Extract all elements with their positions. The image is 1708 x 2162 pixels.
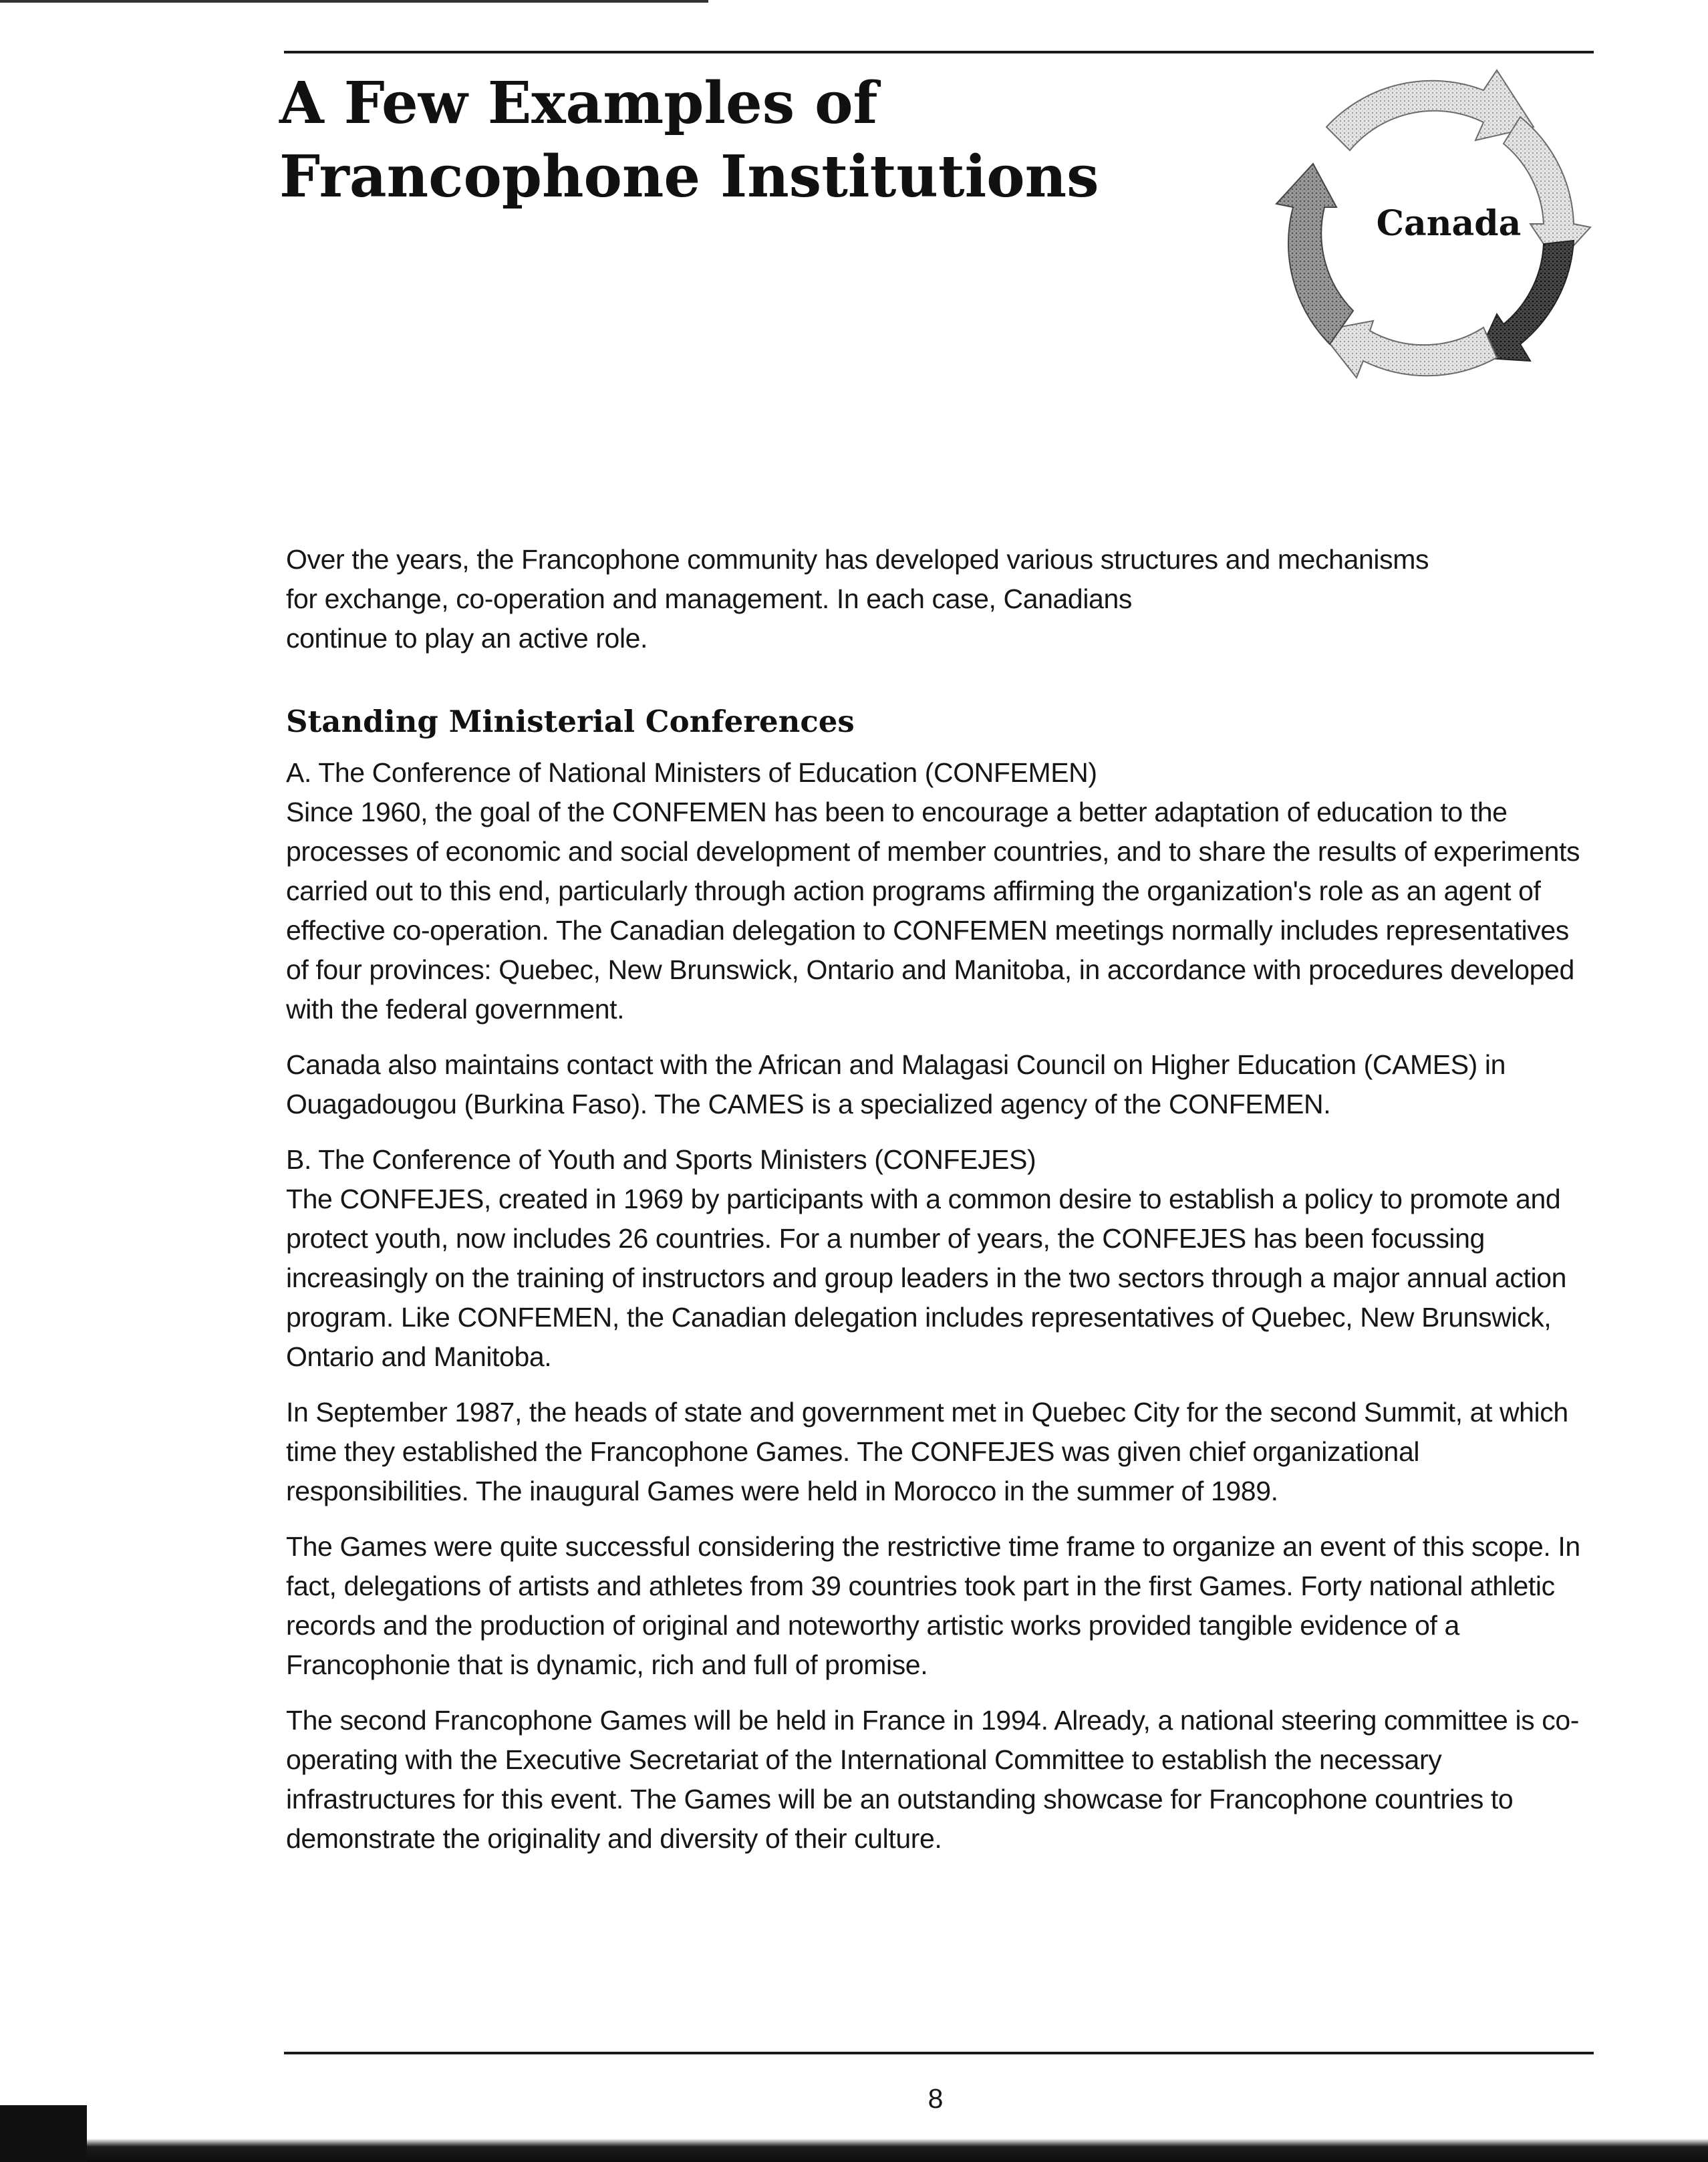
intro-line-2: for exchange, co-operation and management. In each case, Canadians — [286, 583, 1132, 614]
item-b-paragraph-4: The second Francophone Games will be held in France in 1994. Already, a national steering committee is co-operating with the Executive Secretariat of the International Committee to establish the necessary infrastructures for this event. The Games will be an outstanding showcase for Francophone countries to demonstrate the originality and diversity of their culture. — [286, 1705, 1580, 1854]
item-a-title: A. The Conference of National Ministers of Education (CONFEMEN) — [286, 757, 1097, 788]
document-body — [286, 540, 1586, 1875]
item-b-paragraph-3: The Games were quite successful considering the restrictive time frame to organize an event of this scope. In fact, delegations of artists and athletes from 39 countries took part in the first Games. Forty national athletic records and the production of original and noteworthy artistic works provided tangible evidence of a Francophonie that is dynamic, rich and full of promise. — [286, 1531, 1580, 1680]
scan-edge-corner — [0, 2105, 87, 2162]
intro-line-1: Over the years, the Francophone community has developed various structures and mechanisms — [286, 544, 1429, 575]
top-rule — [284, 51, 1594, 53]
item-b-title: B. The Conference of Youth and Sports Ministers (CONFEJES) — [286, 1144, 1036, 1175]
item-a-body: Since 1960, the goal of the CONFEMEN has been to encourage a better adaptation of education to the processes of economic and social development of member countries, and to share the results of experiments carried out to this end, particularly through action programs affirming the organization's role as an agent of effective co-operation. The Canadian delegation to CONFEMEN meetings normally includes representatives of four provinces: Quebec, New Brunswick, Ontario and Manitoba, in accordance with procedures developed with the federal government. — [286, 797, 1580, 1025]
item-b-paragraph-2: In September 1987, the heads of state and government met in Quebec City for the second Summit, at which time they established the Francophone Games. The CONFEJES was given chief organizational responsibilities. The inaugural Games were held in Morocco in the summer of 1989. — [286, 1397, 1568, 1506]
page-title — [279, 67, 1099, 214]
intro-line-3: continue to play an active role. — [286, 623, 648, 654]
intro-paragraph — [286, 540, 1586, 658]
country-badge-label: Canada — [1376, 203, 1522, 244]
scan-edge-top — [0, 0, 708, 3]
page-number: 8 — [928, 2083, 944, 2114]
page-title-line-1: A Few Examples of — [279, 70, 878, 137]
scan-edge-bottom — [0, 2139, 1708, 2162]
section-heading: Standing Ministerial Conferences — [286, 704, 855, 739]
item-b-body: The CONFEJES, created in 1969 by participants with a common desire to establish a policy to promote and protect youth, now includes 26 countries. For a number of years, the CONFEJES has been focussing increasingly on the training of instructors and group leaders in the two sectors through a major annual action program. Like CONFEMEN, the Canadian delegation includes representatives of Quebec, New Brunswick, Ontario and Manitoba. — [286, 1184, 1567, 1372]
page-title-line-2: Francophone Institutions — [279, 143, 1099, 211]
item-a-paragraph-2: Canada also maintains contact with the African and Malagasi Council on Higher Education (CAMES) in Ouagadougou (Burkina Faso). The CAMES is a specialized agency of the CONFEMEN. — [286, 1049, 1506, 1119]
bottom-rule — [284, 2052, 1594, 2054]
